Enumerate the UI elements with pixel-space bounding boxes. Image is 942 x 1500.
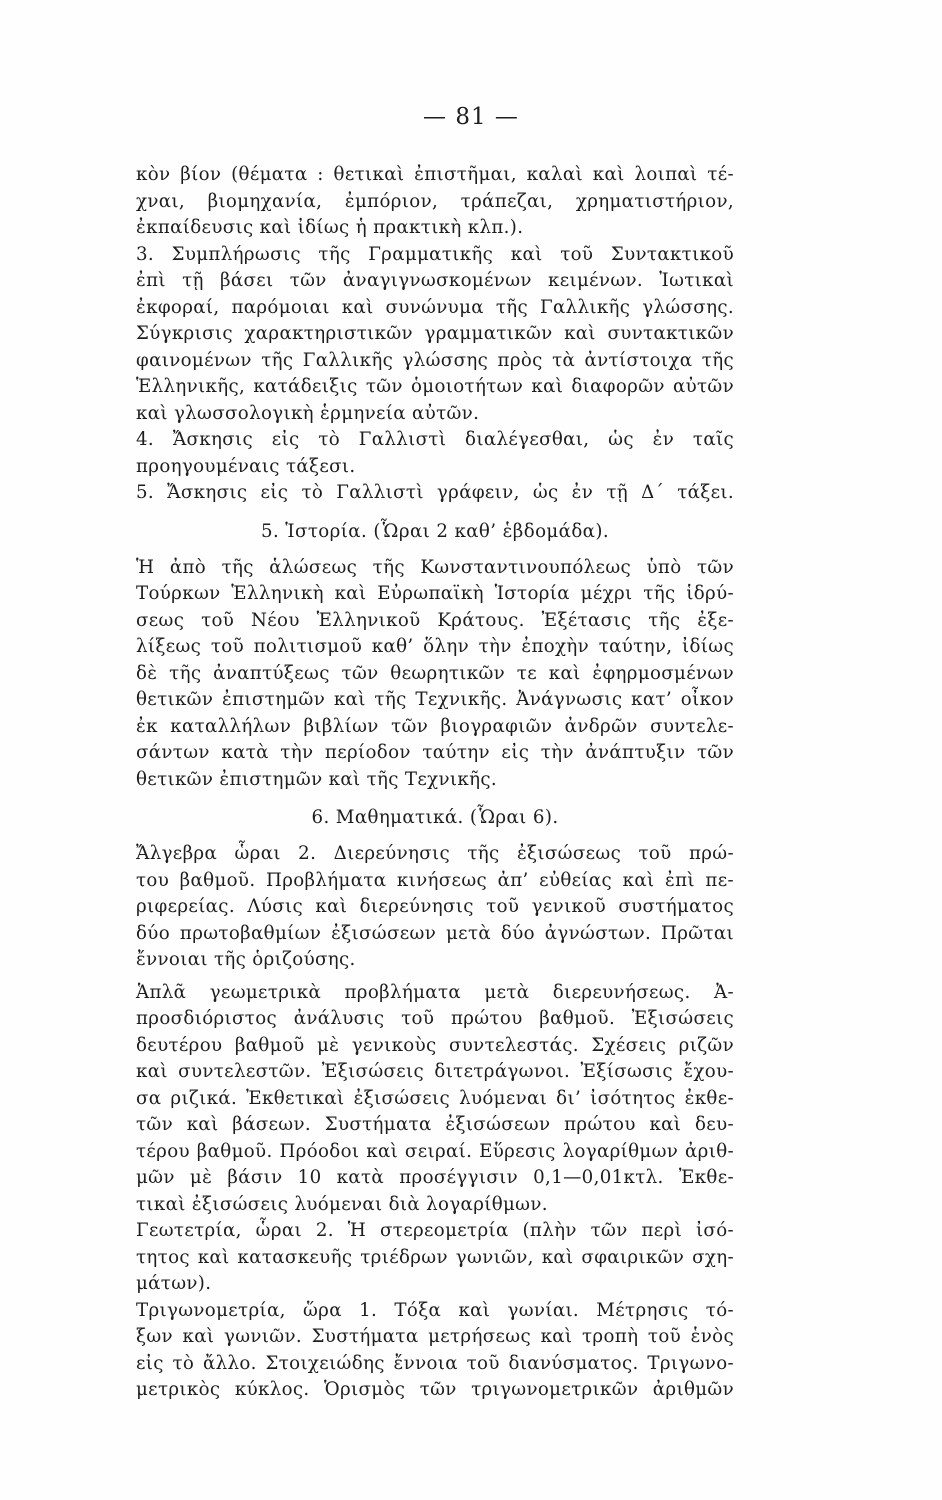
text-line: καὶ γλωσσολογικὴ ἑρμηνεία αὐτῶν. — [136, 402, 480, 424]
text-line: Ἡ ἀπὸ τῆς ἁλώσεως τῆς Κωνσταντινουπόλεως ὑπὸ τῶν — [136, 556, 734, 578]
text-line: Τούρκων Ἑλληνικὴ καὶ Εὐρωπαϊκὴ Ἱστορία μέχρι τῆς ἱδρύ- — [136, 583, 734, 604]
text-line: Τριγωνομετρία, ὥρα 1. Τόξα καὶ γωνίαι. Μέτρησις τό- — [136, 1299, 734, 1321]
text-line: θετικῶν ἐπιστημῶν καὶ τῆς Τεχνικῆς. — [136, 768, 498, 790]
text-line: δύο πρωτοβαθμίων ἐξισώσεων μετὰ δύο ἀγνώστων. Πρῶται — [136, 922, 734, 944]
text-line: δὲ τῆς ἀναπτύξεως τῶν θεωρητικῶν τε καὶ ἐφηρμοσμένων — [136, 662, 734, 684]
text-line: τητος καὶ κατασκευῆς τριέδρων γωνιῶν, καὶ σφαιρικῶν σχη- — [136, 1246, 734, 1268]
text-line: καὶ συντελεστῶν. Ἐξισώσεις διτετράγωνοι. Ἐξίσωσις ἔχου- — [136, 1061, 734, 1082]
text-line: 4. Ἄσκησις εἰς τὸ Γαλλιστὶ διαλέγεσθαι, ὡς ἐν ταῖς — [136, 429, 734, 450]
text-line: εἰς τὸ ἄλλο. Στοιχειώδης ἔννοια τοῦ διανύσματος. Τριγωνο- — [136, 1352, 734, 1374]
text-line: χναι, βιομηχανία, ἐμπόριον, τράπεζαι, χρηματιστήριον, — [136, 190, 734, 212]
text-line: Ἑλληνικῆς, κατάδειξις τῶν ὁμοιοτήτων καὶ διαφορῶν αὐτῶν — [136, 376, 734, 397]
text-line: Σύγκρισις χαρακτηριστικῶν γραμματικῶν καὶ συντακτικῶν — [136, 323, 734, 344]
text-line: Ἄλγεβρα ὧραι 2. Διερεύνησις τῆς ἐξισώσεως τοῦ πρώ- — [136, 843, 734, 864]
text-line: τῶν καὶ βάσεων. Συστήματα ἐξισώσεων πρώτου καὶ δευ- — [136, 1114, 734, 1135]
body-text — [136, 162, 734, 1404]
text-line: σα ριζικά. Ἐκθετικαὶ ἐξισώσεις λυόμεναι δι’ ἰσότητος ἐκθε- — [136, 1087, 734, 1109]
text-line: τικαὶ ἐξισώσεις λυόμεναι διὰ λογαρίθμων. — [136, 1193, 548, 1215]
section-heading: 6. Μαθηματικά. (Ὧραι 6). — [311, 807, 559, 828]
text-line: σεως τοῦ Νέου Ἑλληνικοῦ Κράτους. Ἐξέτασις τῆς ἐξε- — [136, 609, 734, 631]
text-line: ξων καὶ γωνιῶν. Συστήματα μετρήσεως καὶ τροπὴ τοῦ ἑνὸς — [136, 1326, 734, 1347]
text-line: 3. Συμπλήρωσις τῆς Γραμματικῆς καὶ τοῦ Συντακτικοῦ — [136, 243, 734, 265]
text-line: μετρικὸς κύκλος. Ὁρισμὸς τῶν τριγωνομετρικῶν ἀριθμῶν — [136, 1379, 734, 1400]
text-line: ἐκφοραί, παρόμοιαι καὶ συνώνυμα τῆς Γαλλικῆς γλώσσης. — [136, 296, 734, 318]
text-line: φαινομένων τῆς Γαλλικῆς γλώσσης πρὸς τὰ ἀντίστοιχα τῆς — [136, 349, 734, 371]
text-line: του βαθμοῦ. Προβλήματα κινήσεως ἀπ’ εὐθείας καὶ ἐπὶ πε- — [136, 869, 734, 891]
text-line: ριφερείας. Λύσις καὶ διερεύνησις τοῦ γενικοῦ συστήματος — [136, 896, 734, 917]
text-line: προσδιόριστος ἀνάλυσις τοῦ πρώτου βαθμοῦ. Ἐξισώσεις — [136, 1008, 734, 1029]
text-line: προηγουμέναις τάξεσι. — [136, 455, 356, 477]
text-line: μάτων). — [136, 1273, 212, 1294]
text-line: κὸν βίον (θέματα : θετικαὶ ἐπιστῆμαι, καλαὶ καὶ λοιπαὶ τέ- — [136, 164, 734, 185]
section-heading: 5. Ἱστορία. (Ὧραι 2 καθ’ ἑβδομάδα). — [260, 520, 610, 542]
text-line: ἐκπαίδευσις καὶ ἰδίως ἡ πρακτικὴ κλπ.). — [136, 217, 524, 238]
text-line: Γεωτετρία, ὧραι 2. Ἡ στερεομετρία (πλὴν τῶν περὶ ἰσό- — [136, 1220, 734, 1241]
text-line: μῶν μὲ βάσιν 10 κατὰ προσέγγισιν 0,1—0,01κτλ. Ἐκθε- — [136, 1167, 734, 1188]
text-line: λίξεως τοῦ πολιτισμοῦ καθ’ ὅλην τὴν ἐποχὴν ταύτην, ἰδίως — [136, 636, 734, 657]
text-line: ἐπὶ τῇ βάσει τῶν ἀναγιγνωσκομένων κειμένων. Ἰωτικαὶ — [136, 270, 734, 291]
text-line: Ἁπλᾶ γεωμετρικὰ προβλήματα μετὰ διερευνήσεως. Ἀ- — [136, 981, 734, 1003]
text-line: θετικῶν ἐπιστημῶν καὶ τῆς Τεχνικῆς. Ἀνάγνωσις κατ’ οἶκον — [136, 689, 734, 710]
text-line: ἔννοιαι τῆς ὁριζούσης. — [136, 949, 356, 970]
page-number: — 81 — — [423, 104, 519, 130]
text-line: δευτέρου βαθμοῦ μὲ γενικοὺς συντελεστάς. Σχέσεις ριζῶν — [136, 1034, 734, 1056]
text-line: ἐκ καταλλήλων βιβλίων τῶν βιογραφιῶν ἀνδρῶν συντελε- — [136, 715, 734, 737]
text-line: σάντων κατὰ τὴν περίοδον ταύτην εἰς τὴν ἀνάπτυξιν τῶν — [136, 742, 734, 763]
text-line: τέρου βαθμοῦ. Πρόοδοι καὶ σειραί. Εὕρεσις λογαρίθμων ἀριθ- — [136, 1140, 734, 1162]
text-line: 5. Ἄσκησις εἰς τὸ Γαλλιστὶ γράφειν, ὡς ἐν τῇ Δ΄ τάξει. — [136, 482, 734, 503]
